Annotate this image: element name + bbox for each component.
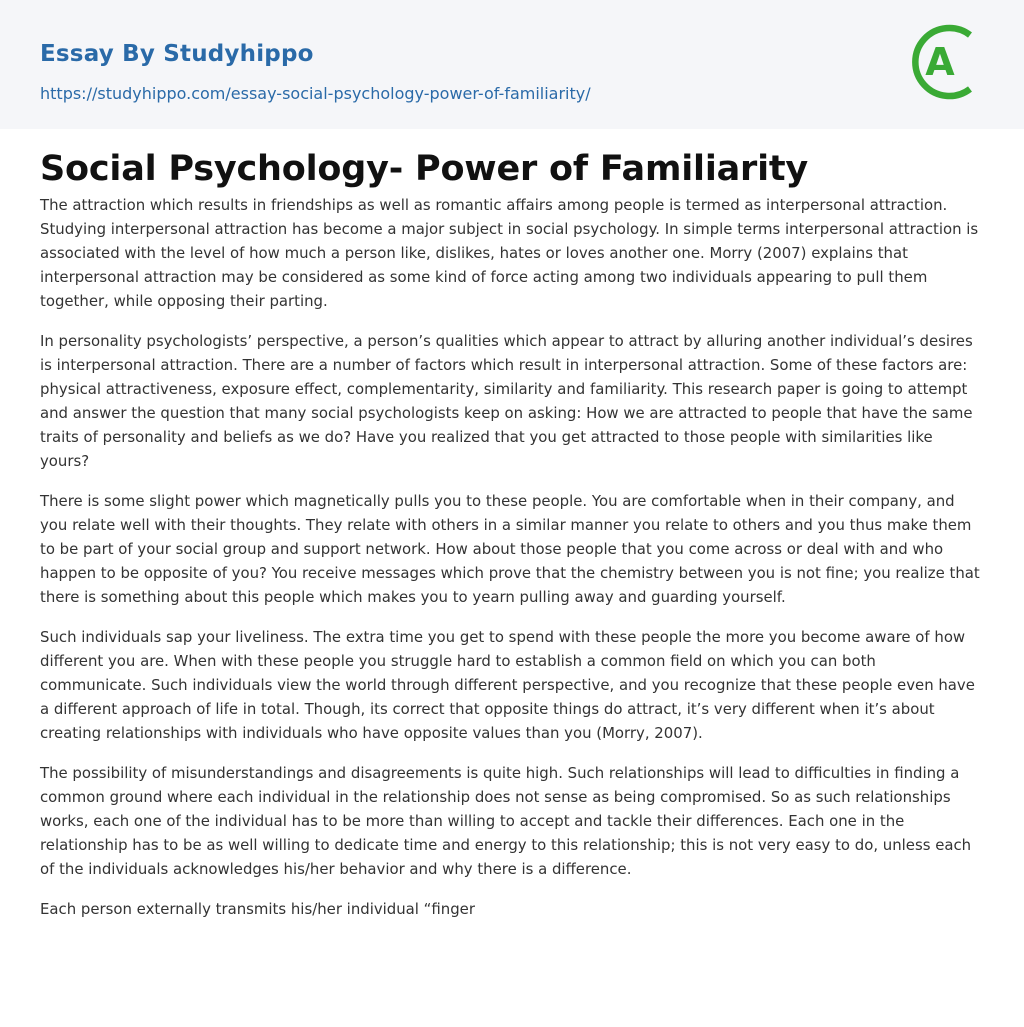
article-paragraph: There is some slight power which magnetically pulls you to these people. You are comfortable when in their company, and you relate well with their thoughts. They relate with others in a similar manner you relate to others and you thus make them to be part of your social group and support network. How about those people that you come across or deal with and who happen to be opposite of you? You receive messages which prove that the chemistry between you is not fine; you realize that there is something about this people which makes you to yearn pulling away and guarding yourself. — [40, 492, 980, 606]
article-paragraph: Each person externally transmits his/her individual “finger — [40, 900, 475, 918]
page-header — [0, 0, 1024, 129]
source-url-link[interactable]: https://studyhippo.com/essay-social-psychology-power-of-familiarity/ — [40, 84, 591, 103]
article-title: Social Psychology- Power of Familiarity — [40, 149, 809, 189]
site-brand[interactable]: Essay By Studyhippo — [40, 41, 314, 67]
article-paragraph: The possibility of misunderstandings and disagreements is quite high. Such relationships will lead to difficulties in finding a common ground where each individual in the relationship does not sense as being compromised. So as such relationships works, each one of the individual has to be more than willing to accept and tackle their differences. Each one in the relationship has to be as well willing to dedicate time and energy to this relationship; this is not very easy to do, unless each of the individuals acknowledges his/her behavior and why there is a difference. — [40, 764, 972, 878]
article-content — [0, 129, 1024, 921]
logo-letter: A — [925, 40, 955, 84]
article-paragraph: In personality psychologists’ perspective, a person’s qualities which appear to attract by alluring another individual’s desires is interpersonal attraction. There are a number of factors which result in interpersonal attraction. Some of these factors are: physical attractiveness, exposure effect, complementarity, similarity and familiarity. This research paper is going to attempt and answer the question that many social psychologists keep on asking: How we are attracted to people that have the same traits of personality and beliefs as we do? Have you realized that you get attracted to those people with similarities like yours? — [40, 332, 973, 470]
studyhippo-logo-icon[interactable] — [908, 18, 988, 106]
article-paragraph: Such individuals sap your liveliness. The extra time you get to spend with these people the more you become aware of how different you are. When with these people you struggle hard to establish a common field on which you can both communicate. Such individuals view the world through different perspective, and you recognize that these people even have a different approach of life in total. Though, its correct that opposite things do attract, it’s very different when it’s about creating relationships with individuals who have opposite values than you (Morry, 2007). — [40, 628, 975, 742]
article-paragraph: The attraction which results in friendships as well as romantic affairs among people is termed as interpersonal attraction. Studying interpersonal attraction has become a major subject in social psychology. In simple terms interpersonal attraction is associated with the level of how much a person like, dislikes, hates or loves another one. Morry (2007) explains that interpersonal attraction may be considered as some kind of force acting among two individuals appearing to pull them together, while opposing their parting. — [40, 196, 979, 310]
